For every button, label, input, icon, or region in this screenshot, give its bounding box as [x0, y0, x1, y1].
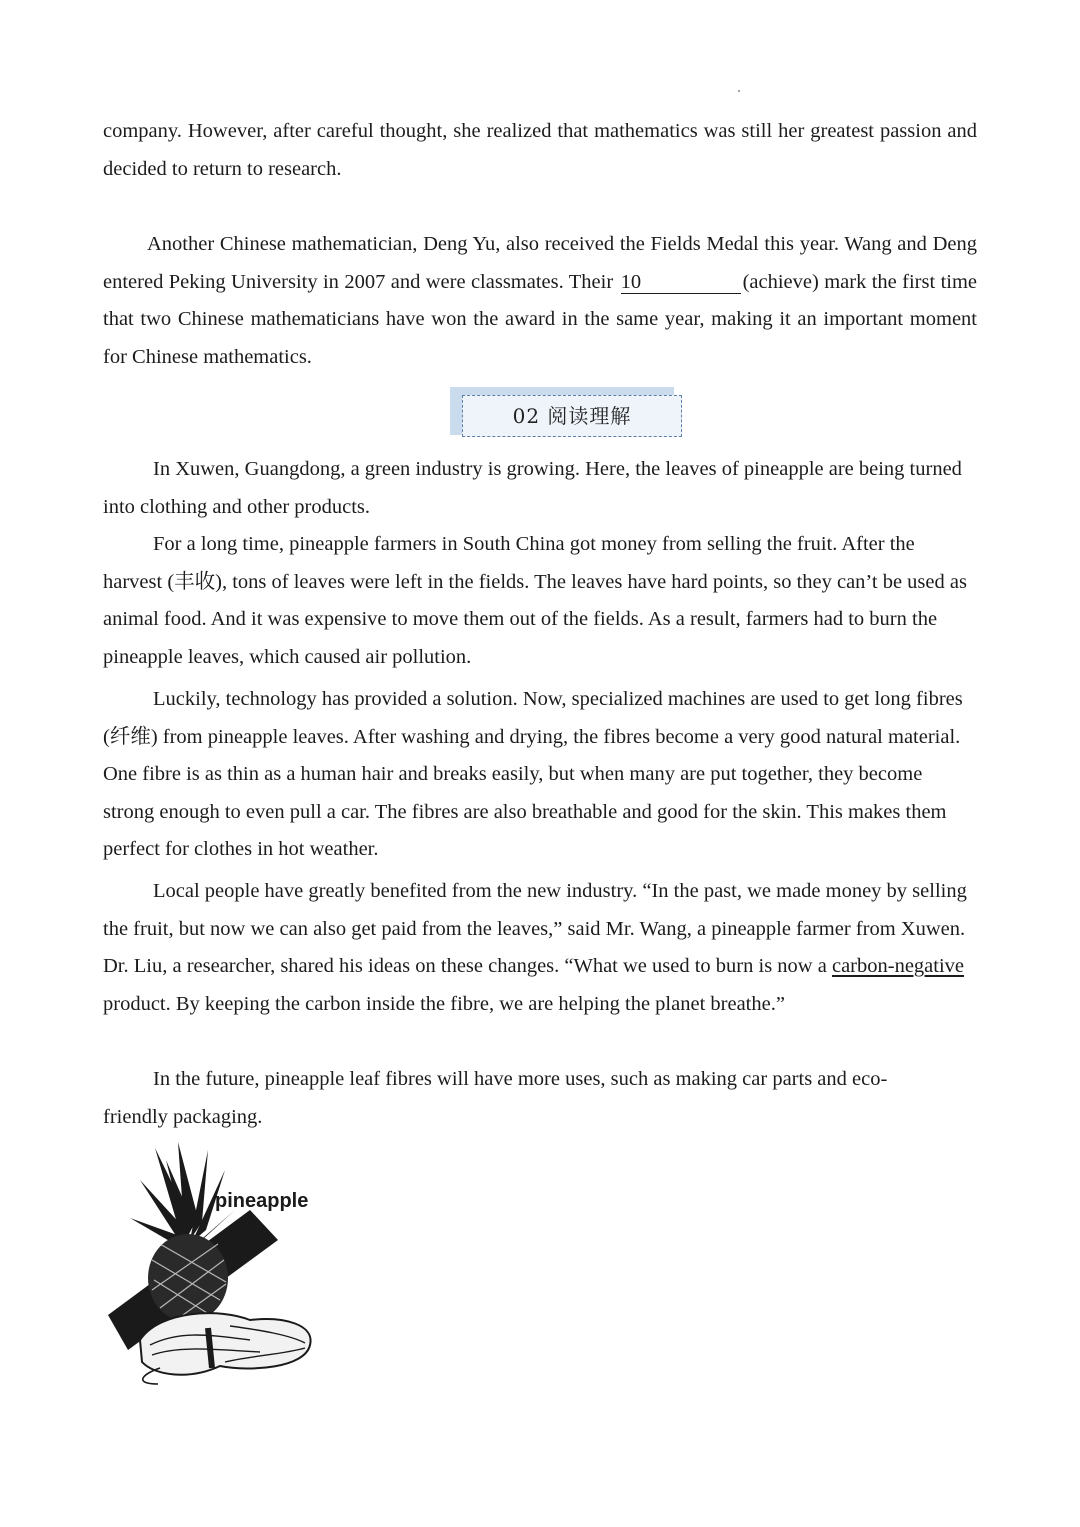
reading-paragraph-5: In the future, pineapple leaf fibres will have more uses, such as making car parts and eco-friendly packaging. [103, 1068, 888, 1128]
section-heading-badge [450, 387, 686, 443]
continued-paragraph: company. However, after careful thought, she realized that mathematics was still her greatest passion and decided to return to research. [103, 120, 977, 180]
paragraph-text: product. By keeping the carbon inside the fibre, we are helping the planet breathe.” [103, 992, 785, 1015]
reading-paragraph-1: In Xuwen, Guangdong, a green industry is growing. Here, the leaves of pineapple are being turned into clothing and other products. [103, 458, 962, 518]
underlined-term: carbon-negative [831, 955, 965, 977]
fill-in-blank: 10 [621, 271, 741, 294]
reading-paragraph-4 [103, 873, 971, 1023]
pineapple-body [148, 1234, 228, 1322]
pineapple-illustration [100, 1140, 330, 1385]
pineapple-drawing [100, 1140, 330, 1385]
reading-paragraph-2: For a long time, pineapple farmers in South China got money from selling the fruit. After the harvest (丰收), tons of leaves were left in the fields. The leaves have hard points, so they can’t be used as animal food. And it was expensive to move them out of the fields. As a result, farmers had to burn the pineapple leaves, which caused air pollution. [103, 533, 967, 668]
stray-mark [738, 90, 740, 92]
reading-paragraph-3: Luckily, technology has provided a solution. Now, specialized machines are used to get long fibres (纤维) from pineapple leaves. After washing and drying, the fibres become a very good natural material. One fibre is as thin as a human hair and breaks easily, but when many are put together, they become strong enough to even pull a car. The fibres are also breathable and good for the skin. This makes them perfect for clothes in hot weather. [103, 688, 963, 860]
paragraph-text-after-blank: (achieve) mark the first time that two Chinese mathematicians have won the award in the same year, making it an important moment for Chinese mathematics. [103, 270, 978, 368]
paragraph-text: Local people have greatly benefited from the new industry. “In the past, we made money by selling the fruit, but now we can also get paid from the leaves,” said Mr. Wang, a pineapple farmer from Xuwen. Dr. Liu, a researcher, shared his ideas on these changes. “What we used to burn is now a [103, 880, 967, 977]
illustration-label: pineapple [215, 1190, 309, 1212]
fields-medal-paragraph [103, 226, 977, 376]
fibre-bundle [140, 1313, 311, 1384]
section-heading: 02 阅读理解 [512, 404, 632, 428]
paragraph-text-before-blank: Another Chinese mathematician, Deng Yu, also received the Fields Medal this year. Wang and Deng entered Peking University in 2007 and were classmates. Their [103, 233, 977, 293]
